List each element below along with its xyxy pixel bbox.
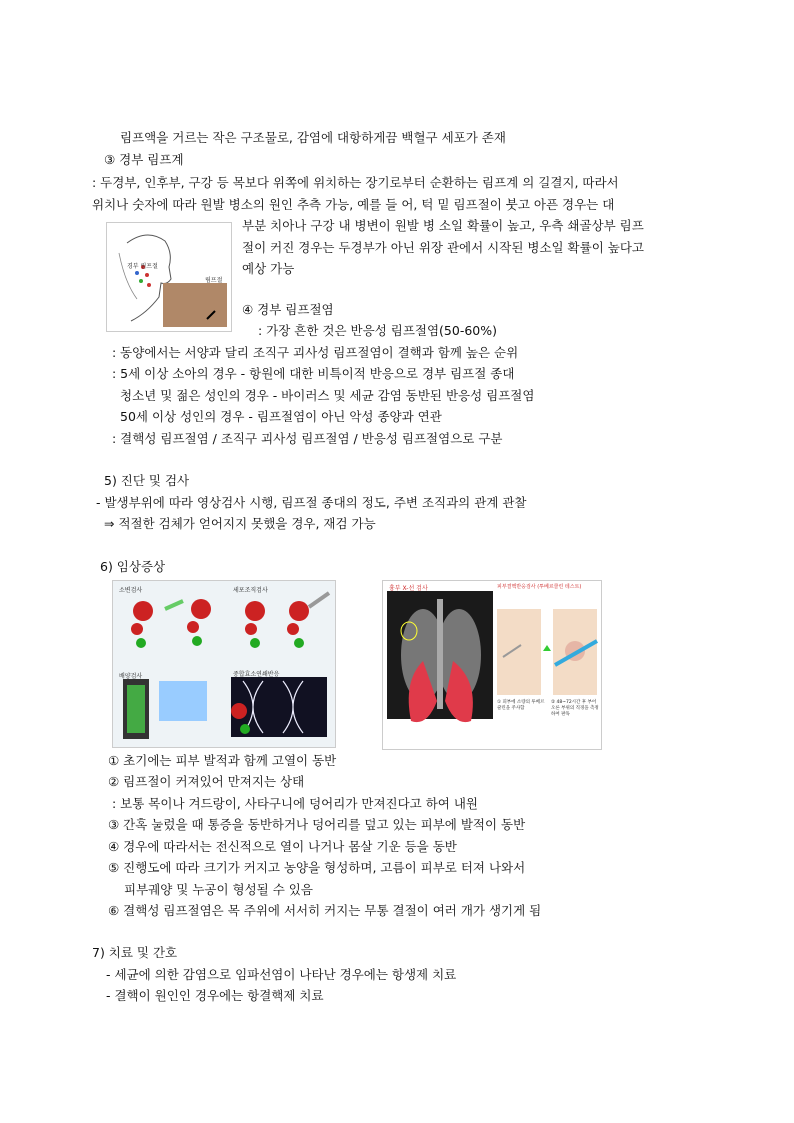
xray-tuberculin-figure [382, 580, 602, 750]
section-heading-lymphadenitis: ④ 경부 림프절염 [242, 302, 334, 317]
section-heading-diagnosis: 5) 진단 및 검사 [104, 473, 190, 488]
diagnostic-tests-figure [112, 580, 336, 748]
section-heading-symptoms: 6) 임상증상 [100, 559, 166, 574]
text-line-3: : 두경부, 인후부, 구강 등 목보다 위쪽에 위치하는 장기로부터 순환하는 림프계 의 길결지, 따라서 [92, 175, 619, 190]
text-line-26: ⑥ 결핵성 림프절염은 목 주위에 서서히 커지는 무통 결절이 여러 개가 생기게 됨 [108, 903, 542, 918]
text-line-7: 예상 가능 [242, 261, 295, 276]
text-line-29: - 결핵이 원인인 경우에는 항결핵제 치료 [106, 988, 324, 1003]
neck-figure-label-right: 림프절 [205, 277, 223, 284]
text-line-13: 50세 이상 성인의 경우 - 림프절염이 아닌 악성 종양과 연관 [120, 409, 442, 424]
text-line-20: ② 림프절이 커져있어 만져지는 상태 [108, 774, 305, 789]
neck-figure-label-left: 경부 림프절 [127, 263, 158, 270]
text-line-25: 피부궤양 및 누공이 형성될 수 있음 [124, 882, 313, 897]
text-line-17: ⇒ 적절한 검체가 얻어지지 못했을 경우, 재검 가능 [104, 516, 376, 531]
text-line-10: : 동양에서는 서양과 달리 조직구 괴사성 림프절염이 결핵과 함께 높은 순위 [112, 345, 519, 360]
tuberculin-step-2: ② 48~72시간 후 부어오른 부위의 직경을 측정하여 판독 [551, 700, 599, 717]
test-panel-3-label: 배양검사 [119, 673, 143, 680]
neck-lymph-node-figure [106, 222, 232, 332]
tuberculin-title: 피부결핵반응검사 (투베르쿨린 테스트) [497, 584, 582, 590]
text-line-28: - 세균에 의한 감염으로 임파선염이 나타난 경우에는 항생제 치료 [106, 967, 457, 982]
text-line-16: - 발생부위에 따라 영상검사 시행, 림프절 종대의 정도, 주변 조직과의 관계 관찰 [96, 495, 527, 510]
section-heading-cervical-lymph: ③ 경부 림프계 [104, 152, 184, 167]
test-panel-4-label: 중합효소연쇄반응 [233, 671, 280, 678]
text-line-6: 절이 커진 경우는 두경부가 아닌 위장 관에서 시작된 병소일 확률이 높다고 [242, 240, 644, 255]
xray-title: 흉부 X-선 검사 [389, 585, 428, 592]
xray-illustration-svg [383, 581, 601, 749]
text-line-14: : 결핵성 림프절염 / 조직구 괴사성 림프절염 / 반응성 림프절염으로 구분 [112, 431, 503, 446]
text-line-24: ⑤ 진행도에 따라 크기가 커지고 농양을 형성하며, 고름이 피부로 터져 나와서 [108, 860, 526, 875]
text-line-1: 림프액을 거르는 작은 구조물로, 감염에 대항하게끔 백혈구 세포가 존재 [120, 130, 506, 145]
text-line-22: ③ 간혹 눌렀을 때 통증을 동반하거나 덩어리를 덮고 있는 피부에 발적이 동반 [108, 817, 526, 832]
text-line-12: 청소년 및 젊은 성인의 경우 - 바이러스 및 세균 감염 동반된 반응성 림프절염 [120, 388, 535, 403]
tests-illustration-svg [113, 581, 335, 747]
text-line-5: 부분 치아나 구강 내 병변이 원발 병 소일 확률이 높고, 우측 쇄골상부 림프 [242, 218, 644, 233]
text-line-9: : 가장 흔한 것은 반응성 림프절염(50-60%) [258, 323, 498, 338]
tuberculin-step-1: ① 피부에 소량의 투베르쿨린을 주사함 [497, 700, 545, 711]
test-panel-2-label: 세포조직검사 [233, 587, 268, 594]
text-line-4: 위치나 숫자에 따라 원발 병소의 원인 추측 가능, 예를 들 어, 턱 밑 림프절이 붓고 아픈 경우는 대 [92, 197, 615, 212]
section-heading-treatment: 7) 치료 및 간호 [92, 945, 178, 960]
text-line-19: ① 초기에는 피부 발적과 함께 고열이 동반 [108, 753, 337, 768]
text-line-11: : 5세 이상 소아의 경우 - 항원에 대한 비특이적 반응으로 경부 림프절 종대 [112, 366, 515, 381]
text-line-21: : 보통 목이나 겨드랑이, 사타구니에 덩어리가 만져진다고 하여 내원 [112, 796, 478, 811]
text-line-23: ④ 경우에 따라서는 전신적으로 열이 나거나 몸살 기운 등을 동반 [108, 839, 457, 854]
test-panel-1-label: 소변검사 [119, 587, 143, 594]
